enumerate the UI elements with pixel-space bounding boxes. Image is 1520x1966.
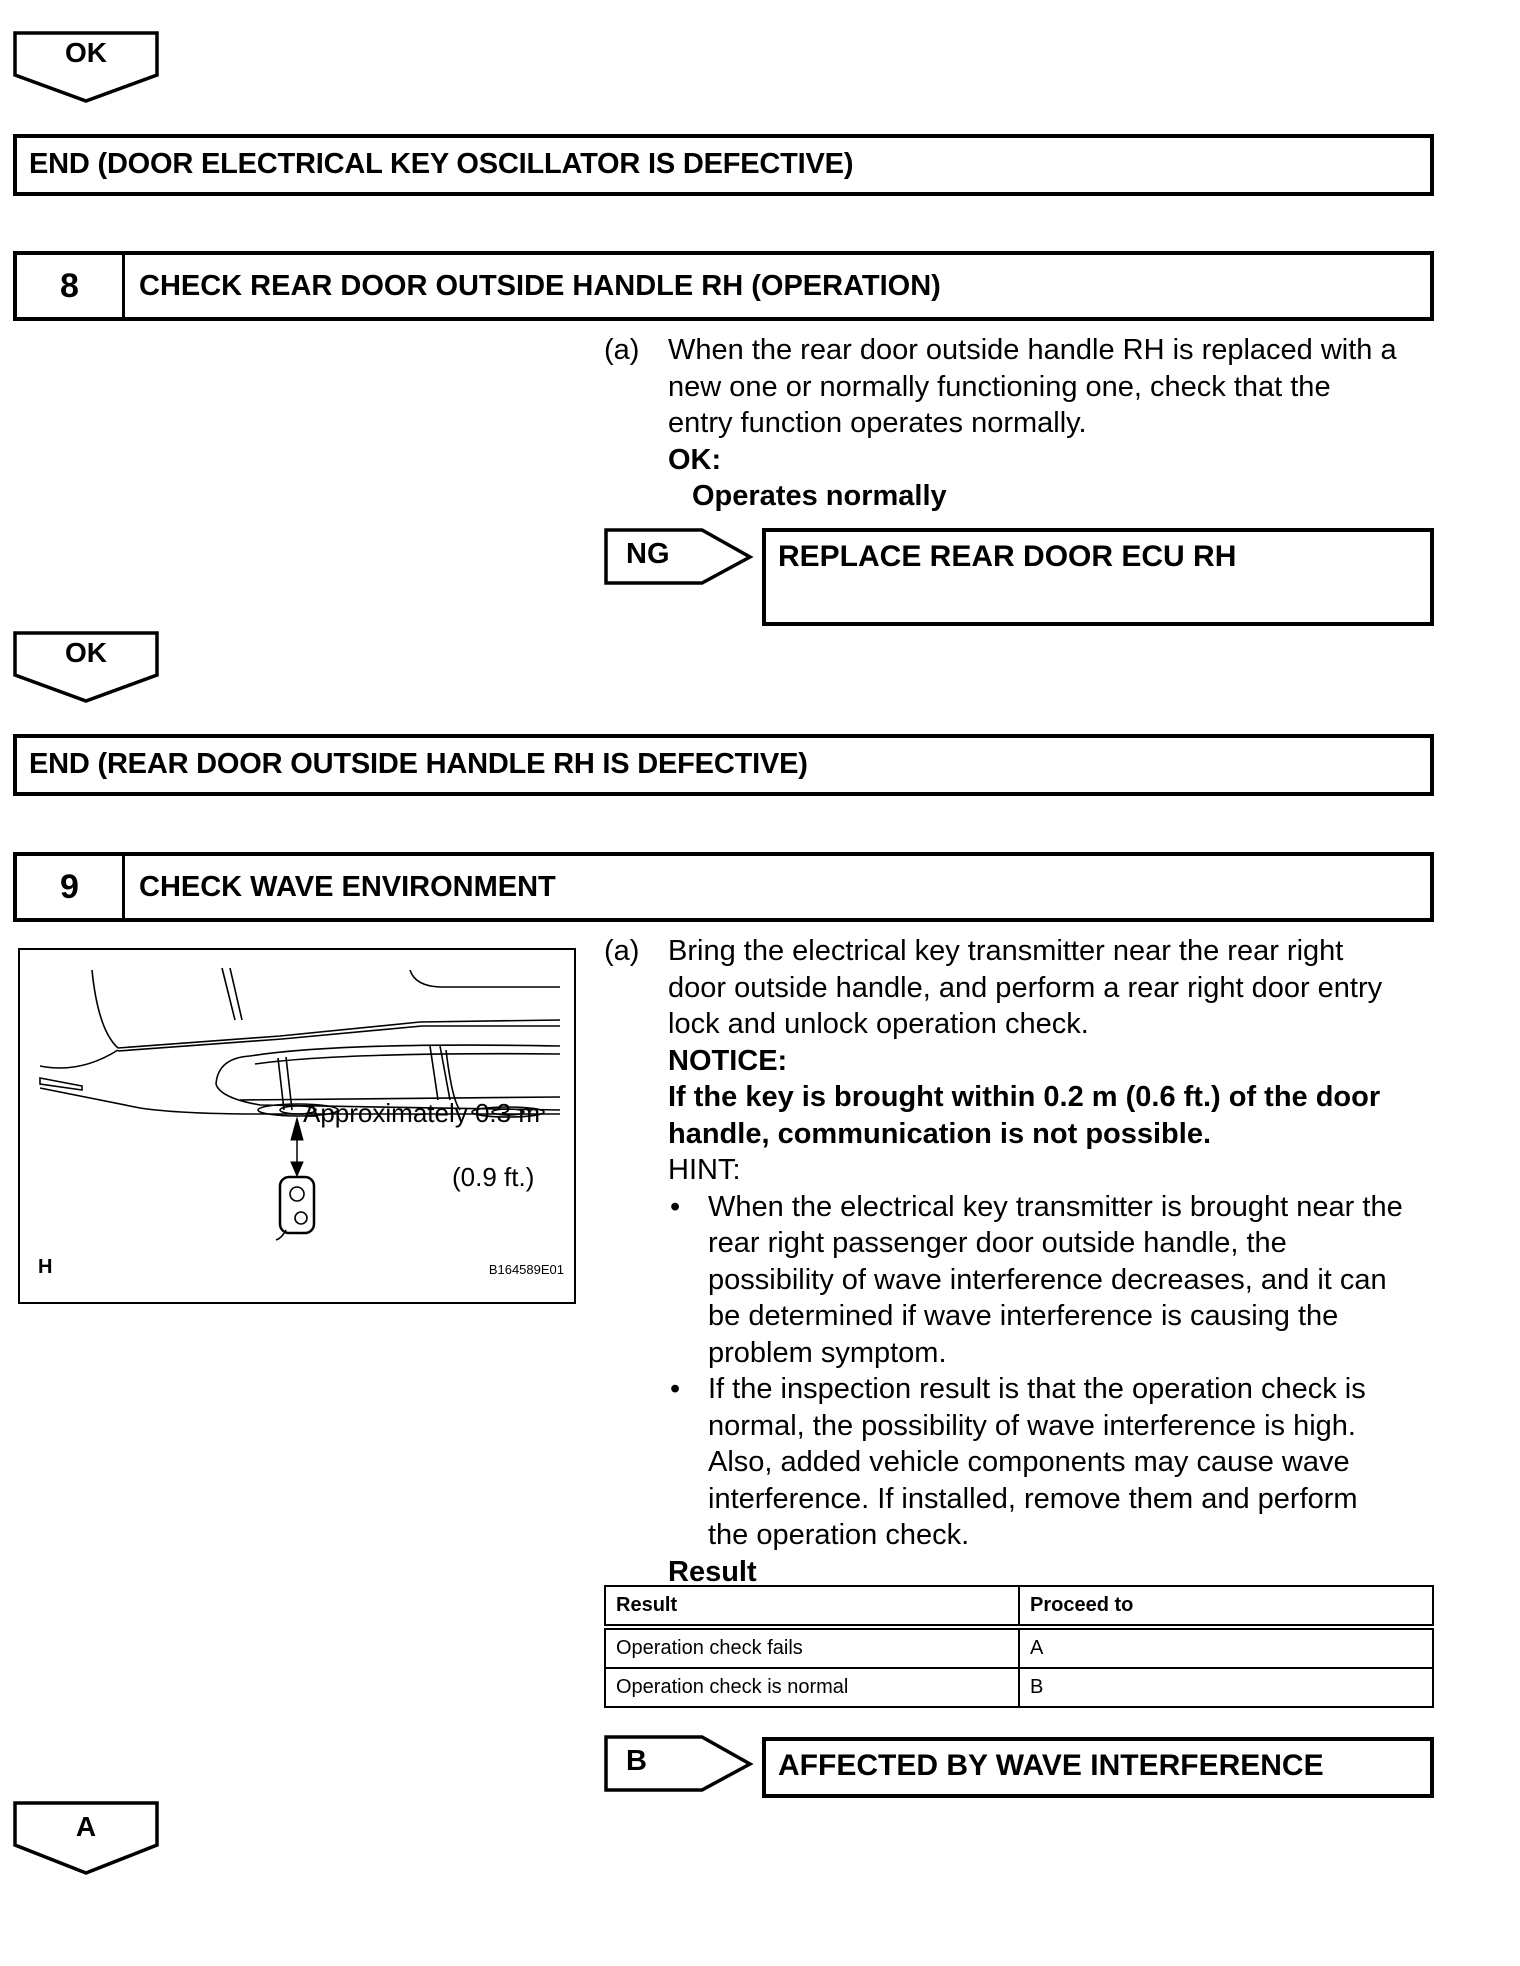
hint-line: If the inspection result is that the operation check is bbox=[708, 1373, 1366, 1405]
result-table bbox=[604, 1585, 1434, 1708]
notice-line: If the key is brought within 0.2 m (0.6 ft.) of the door bbox=[668, 1081, 1381, 1113]
table-row bbox=[605, 1668, 1433, 1707]
a-flow-arrow bbox=[13, 1801, 159, 1875]
instruction-line: Bring the electrical key transmitter near the rear right bbox=[668, 935, 1344, 967]
notice-heading: NOTICE: bbox=[668, 1044, 788, 1077]
end-box-oscillator-defective bbox=[13, 134, 1434, 196]
action-box-wave-interference bbox=[762, 1737, 1434, 1798]
notice-line: handle, communication is not possible. bbox=[668, 1117, 1212, 1150]
b-label: B bbox=[626, 1745, 647, 1777]
hint-line: possibility of wave interference decreases, and it can bbox=[708, 1263, 1387, 1296]
item-label-a: (a) bbox=[604, 334, 640, 366]
bullet-icon: • bbox=[670, 1190, 681, 1223]
distance-ft-label: (0.9 ft.) bbox=[452, 1162, 535, 1192]
ng-label: NG bbox=[626, 538, 670, 570]
column-header: Proceed to bbox=[1019, 1586, 1433, 1627]
b-flow-arrow bbox=[604, 1735, 754, 1793]
table-cell: A bbox=[1019, 1627, 1433, 1668]
hint-item bbox=[668, 1371, 1403, 1554]
hint-heading: HINT: bbox=[668, 1154, 741, 1186]
ok-label: OK bbox=[65, 37, 107, 68]
figure-code: B164589E01 bbox=[488, 1262, 564, 1277]
ok-heading: OK: bbox=[668, 443, 722, 476]
hint-line: rear right passenger door outside handle, the bbox=[708, 1227, 1287, 1259]
item-label-a: (a) bbox=[604, 935, 640, 967]
table-cell: B bbox=[1019, 1668, 1433, 1707]
key-fob-icon bbox=[276, 1177, 314, 1240]
illustration-key-distance bbox=[18, 948, 576, 1304]
action-text: AFFECTED BY WAVE INTERFERENCE bbox=[778, 1749, 1324, 1782]
step-title: CHECK REAR DOOR OUTSIDE HANDLE RH (OPERATION) bbox=[139, 269, 941, 302]
table-row bbox=[605, 1627, 1433, 1668]
action-text: REPLACE REAR DOOR ECU RH bbox=[778, 540, 1237, 573]
instruction-line: lock and unlock operation check. bbox=[668, 1008, 1089, 1040]
end-text: END (DOOR ELECTRICAL KEY OSCILLATOR IS DEFECTIVE) bbox=[29, 148, 854, 180]
table-header-row bbox=[605, 1586, 1433, 1627]
end-box-handle-defective bbox=[13, 734, 1434, 796]
corner-letter: H bbox=[38, 1256, 53, 1278]
hint-item bbox=[668, 1189, 1403, 1372]
hint-line: When the electrical key transmitter is brought near the bbox=[708, 1190, 1403, 1223]
instruction-line: door outside handle, and perform a rear right door entry bbox=[668, 971, 1383, 1004]
result-heading: Result bbox=[668, 1555, 757, 1588]
hint-line: normal, the possibility of wave interference is high. bbox=[708, 1409, 1356, 1442]
instruction-line: new one or normally functioning one, check that the bbox=[668, 370, 1331, 403]
hint-line: be determined if wave interference is causing the bbox=[708, 1300, 1339, 1332]
step-number: 9 bbox=[17, 856, 125, 918]
ok-value: Operates normally bbox=[692, 480, 947, 512]
distance-label: Approximately 0.3 m bbox=[303, 1098, 540, 1128]
hint-line: interference. If installed, remove them and perform bbox=[708, 1482, 1358, 1515]
step-title: CHECK WAVE ENVIRONMENT bbox=[139, 870, 556, 903]
bullet-icon: • bbox=[670, 1373, 681, 1405]
ok-flow-arrow-1 bbox=[13, 31, 159, 103]
step-9-header bbox=[13, 852, 1434, 922]
instruction-line: When the rear door outside handle RH is replaced with a bbox=[668, 334, 1397, 366]
hint-line: the operation check. bbox=[708, 1519, 970, 1551]
step-8-header bbox=[13, 251, 1434, 321]
hint-line: problem symptom. bbox=[708, 1336, 947, 1369]
instruction-line: entry function operates normally. bbox=[668, 407, 1087, 439]
step-number: 8 bbox=[17, 255, 125, 317]
action-box-replace-ecu bbox=[762, 528, 1434, 626]
hint-line: Also, added vehicle components may cause wave bbox=[708, 1446, 1350, 1478]
a-label: A bbox=[75, 1811, 97, 1842]
end-text: END (REAR DOOR OUTSIDE HANDLE RH IS DEFECTIVE) bbox=[29, 748, 808, 780]
step-8-instruction bbox=[668, 332, 1397, 515]
ok-label: OK bbox=[65, 637, 107, 668]
step-9-instruction bbox=[668, 933, 1403, 1590]
ng-flow-arrow bbox=[604, 528, 754, 586]
ok-flow-arrow-2 bbox=[13, 631, 159, 703]
table-cell: Operation check is normal bbox=[605, 1668, 1019, 1707]
table-cell: Operation check fails bbox=[605, 1627, 1019, 1668]
column-header: Result bbox=[605, 1586, 1019, 1627]
